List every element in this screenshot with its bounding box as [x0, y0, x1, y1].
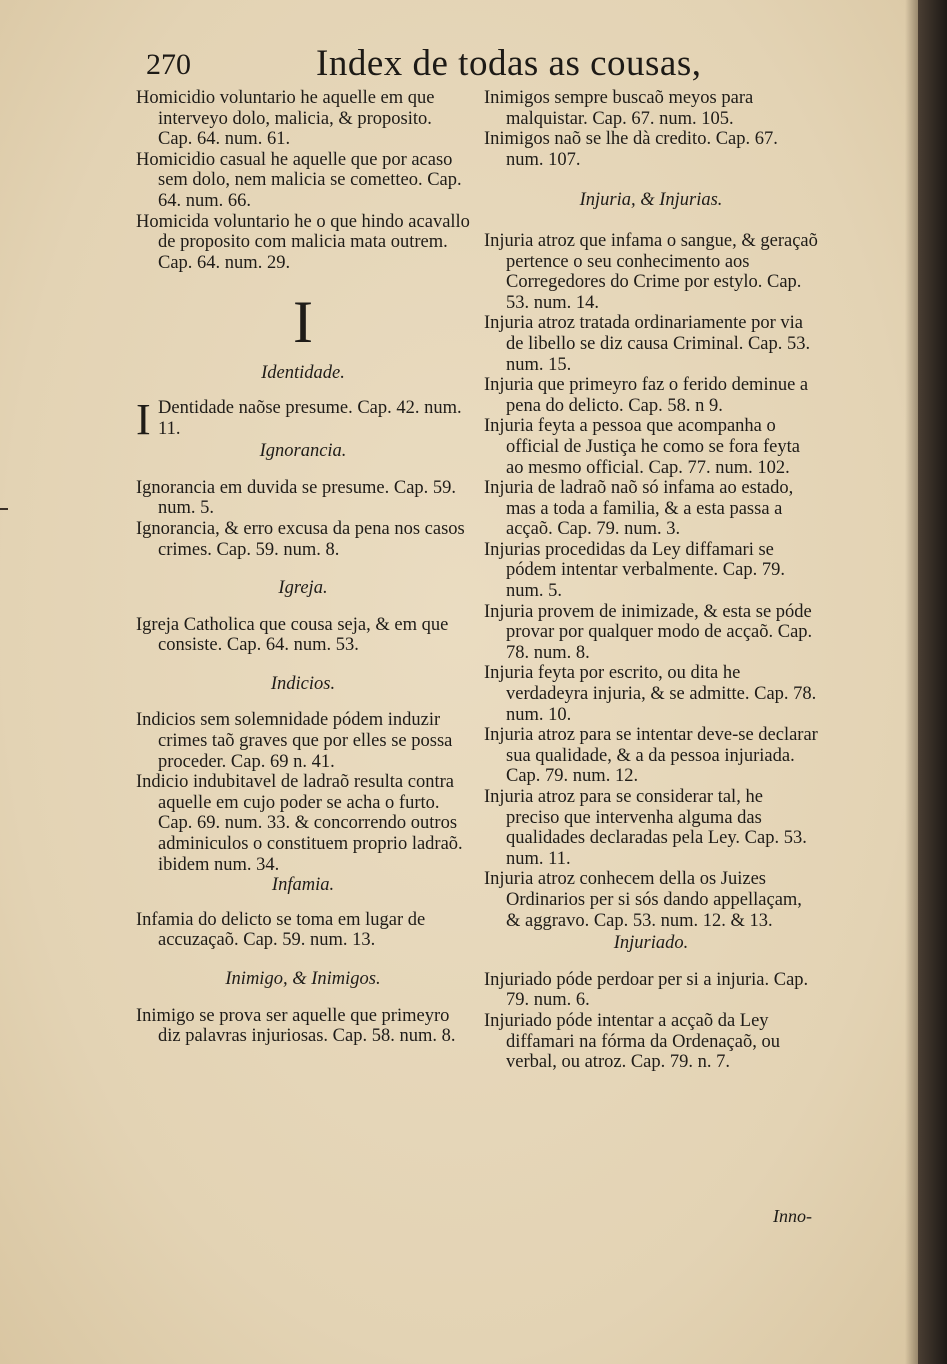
- section-heading: Igreja.: [278, 578, 328, 599]
- section-heading: Ignorancia.: [259, 441, 347, 462]
- section-heading: Injuriado.: [613, 933, 689, 954]
- section-letter: I: [293, 289, 313, 356]
- page-edge-mark: [0, 508, 8, 510]
- index-entry-dropcap: [136, 394, 470, 444]
- index-entry: Injuria que primeyro faz o ferido deminue a pena do delicto. Cap. 58. n 9.: [484, 375, 809, 416]
- running-title: Index de todas as cousas,: [316, 43, 702, 84]
- index-entry: Ignorancia, & erro excusa da pena nos casos crimes. Cap. 59. num. 8.: [136, 518, 465, 560]
- index-entry: Indicios sem solemnidade pódem induzir crimes taõ graves que por elles se possa proceder. Cap. 69 n. 41.: [136, 710, 453, 772]
- index-entry: Injurias procedidas da Ley diffamari se pódem intentar verbalmente. Cap. 79. num. 5.: [484, 539, 785, 602]
- index-entry: Homicidio casual he aquelle que por acaso sem dolo, nem malicia se cometteo. Cap. 64. num. 66.: [136, 149, 462, 211]
- index-entry: Homicidio voluntario he aquelle em que interveyo dolo, malicia, & proposito. Cap. 64. num. 61.: [136, 88, 435, 150]
- section-heading: Identidade.: [261, 363, 345, 384]
- index-entry: Injuria atroz que infama o sangue, & geraçaõ pertence o seu conhecimento aos Corregedores do Crime por estylo. Cap. 53. num. 14.: [484, 230, 818, 313]
- index-entry: Injuria feyta por escrito, ou dita he verdadeyra injuria, & se admitte. Cap. 78. num. 10.: [484, 663, 817, 725]
- left-column: [136, 88, 470, 1047]
- index-entry: Injuria atroz para se intentar deve-se declarar sua qualidade, & a da pessoa injuriada. Cap. 79. num. 12.: [484, 725, 818, 787]
- index-entry: Injuria de ladraõ naõ só infama ao estado, mas a toda a familia, & a esta passa a acçaõ. Cap. 79. num. 3.: [484, 478, 794, 540]
- index-entry: Injuriado póde perdoar per si a injuria. Cap. 79. num. 6.: [484, 969, 809, 1011]
- index-entry: Injuria provem de inimizade, & esta se póde provar por qualquer modo de acçaõ. Cap. 78. num. 8.: [484, 601, 813, 663]
- index-entry: Injuria atroz conhecem della os Juizes Ordinarios per si sós dando appellaçam, & aggravo. Cap. 53. num. 12. & 13.: [484, 869, 802, 931]
- index-entry: Indicio indubitavel de ladraõ resulta contra aquelle em cujo poder se acha o furto. Cap. 69. num. 33. & concorrendo outros adminiculos o constituem proprio ladraõ. ibidem num. 34.: [136, 772, 463, 875]
- index-entry: Igreja Catholica que cousa seja, & em que consiste. Cap. 64. num. 53.: [136, 614, 449, 656]
- index-entry: Ignorancia em duvida se presume. Cap. 59. num. 5.: [136, 477, 457, 519]
- index-entry: Injuriado póde intentar a acçaõ da Ley diffamari na fórma da Ordenaçaõ, ou verbal, ou atroz. Cap. 79. n. 7.: [484, 1010, 780, 1073]
- right-column: [484, 88, 818, 1073]
- index-entry: Inimigo se prova ser aquelle que primeyro diz palavras injuriosas. Cap. 58. num. 8.: [136, 1005, 456, 1047]
- section-heading: Indicios.: [270, 673, 336, 694]
- index-entry: Injuria atroz tratada ordinariamente por via de libello se diz causa Criminal. Cap. 53. num. 15.: [484, 313, 811, 375]
- page-gutter-shadow: [905, 0, 919, 1364]
- index-entry: Inimigos sempre buscaõ meyos para malquistar. Cap. 67. num. 105.: [484, 88, 754, 129]
- section-heading: Inimigo, & Inimigos.: [225, 969, 381, 989]
- index-entry: Injuria feyta a pessoa que acompanha o official de Justiça he como se fora feyta ao mesmo official. Cap. 77. num. 102.: [484, 416, 800, 478]
- section-heading: Injuria, & Injurias.: [579, 190, 723, 211]
- drop-cap: I: [136, 394, 151, 444]
- index-entry: Injuria atroz para se considerar tal, he preciso que intervenha alguma das qualidades declaradas pela Ley. Cap. 53. num. 11.: [484, 787, 807, 869]
- index-entry: Infamia do delicto se toma em lugar de accuzaçaõ. Cap. 59. num. 13.: [136, 909, 426, 951]
- book-spine: [918, 0, 947, 1364]
- index-entry: Inimigos naõ se lhe dà credito. Cap. 67. num. 107.: [484, 129, 778, 170]
- section-heading: Infamia.: [271, 875, 335, 896]
- catchword: Inno-: [773, 1206, 812, 1226]
- page-number: 270: [146, 48, 191, 81]
- index-entry: Homicida voluntario he o que hindo acavallo de proposito com malicia mata outrem. Cap. 64. num. 29.: [136, 211, 470, 273]
- index-entry-text: Dentidade naõse presume. Cap. 42. num. 11.: [158, 397, 462, 439]
